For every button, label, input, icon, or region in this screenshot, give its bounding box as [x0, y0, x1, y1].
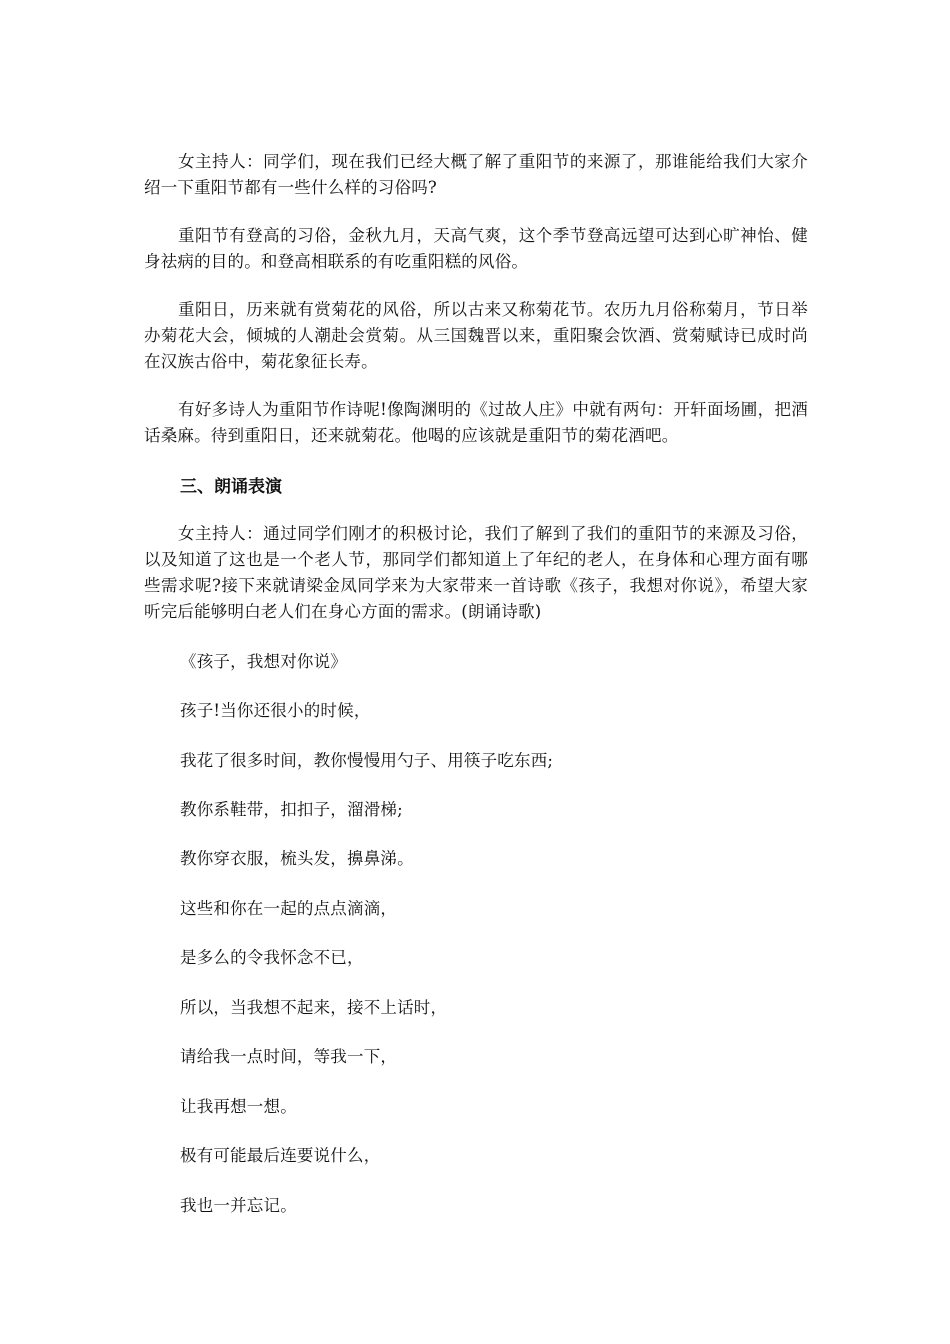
poem-line: 极有可能最后连要说什么， — [180, 1146, 381, 1165]
paragraph-host-question: 女主持人：同学们，现在我们已经大概了解了重阳节的来源了，那谁能给我们大家介绍一下重阳节都有一些什么样的习俗吗? — [144, 152, 808, 197]
paragraph-poets: 有好多诗人为重阳节作诗呢!像陶渊明的《过故人庄》中就有两句：开轩面场圃，把酒话桑麻。待到重阳日，还来就菊花。他喝的应该就是重阳节的菊花酒吧。 — [144, 400, 808, 445]
poem-line: 请给我一点时间，等我一下， — [180, 1047, 398, 1066]
poem-line: 是多么的令我怀念不已， — [180, 948, 364, 967]
poem-line: 我也一并忘记。 — [180, 1196, 297, 1215]
poem-line: 让我再想一想。 — [180, 1097, 297, 1116]
paragraph-chrysanthemum-custom: 重阳日，历来就有赏菊花的风俗，所以古来又称菊花节。农历九月俗称菊月，节日举办菊花大会，倾城的人潮赴会赏菊。从三国魏晋以来，重阳聚会饮酒、赏菊赋诗已成时尚在汉族古俗中，菊花象征长寿。 — [144, 300, 808, 371]
poem-title: 《孩子，我想对你说》 — [180, 652, 347, 671]
poem-line: 孩子!当你还很小的时候， — [180, 701, 371, 720]
poem-line: 教你穿衣服，梳头发，擤鼻涕。 — [180, 849, 414, 868]
paragraph-climbing-custom: 重阳节有登高的习俗，金秋九月，天高气爽，这个季节登高远望可达到心旷神怡、健身祛病的目的。和登高相联系的有吃重阳糕的风俗。 — [144, 226, 808, 271]
poem-line: 所以，当我想不起来，接不上话时， — [180, 998, 448, 1017]
poem-line: 我花了很多时间，教你慢慢用勺子、用筷子吃东西; — [180, 751, 554, 770]
poem-line: 教你系鞋带，扣扣子，溜滑梯; — [180, 800, 403, 819]
section-heading: 三、朗诵表演 — [180, 477, 282, 497]
paragraph-recitation-intro: 女主持人：通过同学们刚才的积极讨论，我们了解到了我们的重阳节的来源及习俗，以及知道了这也是一个老人节，那同学们都知道上了年纪的老人，在身体和心理方面有哪些需求呢?接下来就请梁金凤同学来为大家带来一首诗歌《孩子，我想对你说》，希望大家听完后能够明白老人们在身心方面的需求。(朗诵诗歌) — [144, 524, 808, 621]
poem-line: 这些和你在一起的点点滴滴， — [180, 899, 398, 918]
